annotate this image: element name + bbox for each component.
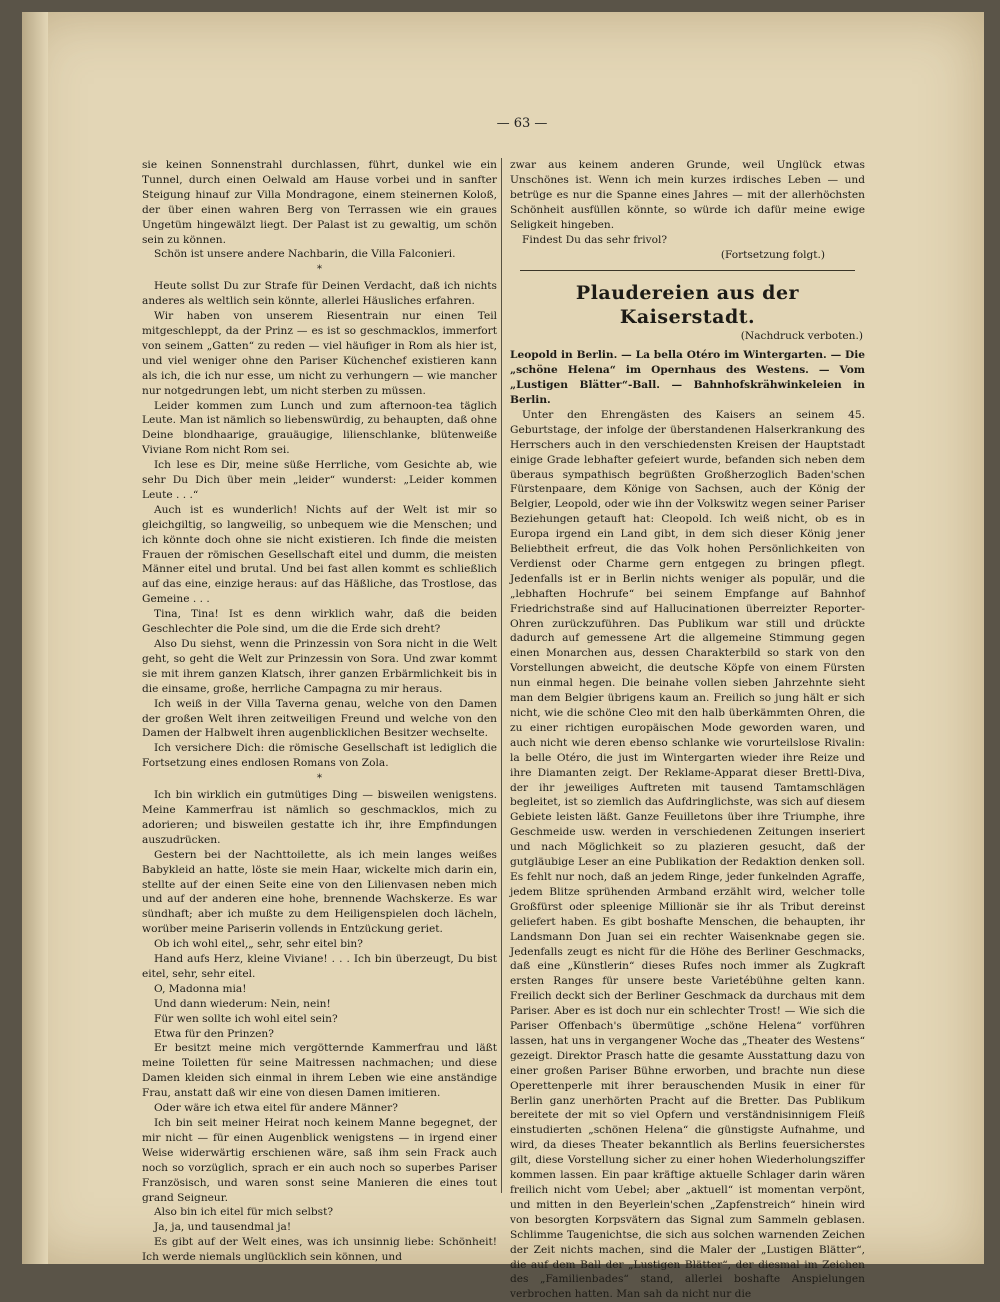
paragraph: Ich lese es Dir, meine süße Herrliche, vom Gesichte ab, wie sehr Du Dich über mein „leider“ wunderst: „Leider kommen Leute . . .“ <box>142 459 497 501</box>
paragraph: Ja, ja, und tausendmal ja! <box>154 1221 292 1234</box>
article-summary: Leopold in Berlin. — La bella Otéro im Wintergarten. — Die „schöne Helena“ im Opernhaus des Westens. — Vom „Lustigen Blätter“-Ball. — Bahnhofskrähwinkeleien in Berlin. <box>510 349 865 406</box>
paragraph: Gestern bei der Nachttoilette, als ich mein langes weißes Babykleid an hatte, löste sie mein Haar, wickelte mich darin ein, stellte auf der einen Seite eine von den Lilienvasen neben mich und auf der anderen eine hohe, brennende Wachskerze. Es war sündhaft; aber ich mußte zu dem Heiligenspielen doch lächeln, worüber meine Pariserin vollends in Entzückung geriet. <box>142 848 497 936</box>
paragraph: Für wen sollte ich wohl eitel sein? <box>154 1012 338 1025</box>
continuation-note: (Fortsetzung folgt.) <box>720 249 825 262</box>
paragraph: Wir haben von unserem Riesentrain nur einen Teil mitgeschleppt, da der Prinz — es ist so geschmacklos, immerfort von seinem „Gatten“ zu reden — viel häufiger in Rom als hier ist, und viel weniger ohne den Pariser Küchenchef existieren kann als ich, die ich nur esse, um nicht zu verhungern — wie mancher nur notgedrungen lebt, um nicht sterben zu müssen. <box>142 310 497 397</box>
paragraph: Ich bin wirklich ein gutmütiges Ding — bisweilen wenigstens. Meine Kammerfrau ist nämlich so geschmacklos, mich zu adorieren; und bisweilen gestatte ich ihr, ihre Empfindungen auszudrücken. <box>142 789 497 846</box>
column-divider <box>501 158 502 1193</box>
paragraph: Ich versichere Dich: die römische Gesellschaft ist lediglich die Fortsetzung eines endlosen Romans von Zola. <box>142 742 497 770</box>
right-column <box>510 158 865 1301</box>
paragraph: Heute sollst Du zur Strafe für Deinen Verdacht, daß ich nichts anderes als weltlich sein könnte, allerlei Häusliches erfahren. <box>142 280 497 308</box>
newspaper-page <box>22 12 984 1301</box>
paragraph: Also bin ich eitel für mich selbst? <box>154 1206 334 1219</box>
paragraph: Leider kommen zum Lunch und zum afternoon-tea täglich Leute. Man ist nämlich so liebenswürdig, zu behaupten, daß ohne Deine blondhaarige, grauäugige, lilienschlanke, blütenweiße Viviane Rom nicht Rom sei. <box>142 399 497 457</box>
paragraph: Schön ist unsere andere Nachbarin, die Villa Falconieri. <box>154 248 456 261</box>
paragraph: Oder wäre ich etwa eitel für andere Männer? <box>154 1102 398 1115</box>
article-headline: Plaudereien aus der Kaiserstadt. <box>575 282 800 329</box>
paragraph: Ich weiß in der Villa Taverna genau, welche von den Damen der großen Welt ihren zeitweiligen Freund und welche von den Damen der Halbwelt ihren augenblicklichen Besitzer wechselte. <box>142 697 497 740</box>
paragraph: Auch ist es wunderlich! Nichts auf der Welt ist mir so gleichgiltig, so langweilig, so unbequem wie die Menschen; und ich könnte doch ohne sie nicht existieren. Ich finde die meisten Frauen der römischen Gesellschaft eitel und dumm, die meisten Männer eitel und brutal. Und bei fast allen kommt es schließlich auf das eine, einzige heraus: auf das Häßliche, das Trostlose, das Gemeine . . . <box>142 503 497 606</box>
paragraph: Findest Du das sehr frivol? <box>522 233 668 246</box>
paragraph: Ob ich wohl eitel,„ sehr, sehr eitel bin? <box>154 938 363 951</box>
paragraph: Etwa für den Prinzen? <box>154 1027 274 1040</box>
page-number: — 63 — <box>496 116 548 131</box>
left-column <box>142 158 497 1264</box>
section-rule <box>520 270 855 271</box>
section-separator: * <box>317 773 322 785</box>
paragraph: Es gibt auf der Welt eines, was ich unsinnig liebe: Schönheit! Ich werde niemals unglücklich sein können, und <box>142 1236 497 1264</box>
paragraph: Hand aufs Herz, kleine Viviane! . . . Ich bin überzeugt, Du bist eitel, sehr, sehr eitel. <box>142 953 497 980</box>
paragraph: O, Madonna mia! <box>154 982 247 995</box>
binding-gutter <box>22 12 48 1264</box>
paragraph: sie keinen Sonnenstrahl durchlassen, führt, dunkel wie ein Tunnel, durch einen Oelwald am Hause vorbei und in sanfter Steigung hinauf zur Villa Mondragone, einem steinernen Koloß, der über einen wahren Berg von Terrassen wie ein graues Ungetüm hingewälzt liegt. Der Palast ist zu gewaltig, um schön sein zu können. <box>142 159 497 246</box>
paragraph: Unter den Ehrengästen des Kaisers an seinem 45. Geburtstage, der infolge der überstandenen Halserkrankung des Herrschers auch in den verschiedensten Kreisen der Hauptstadt einige Grade lebhafter gefeiert wurde, befanden sich neben dem überaus sympathisch begrüßten Großherzoglich Baden'schen Fürstenpaare, dem Könige von Sachsen, auch der König der Belgier, Leopold, oder wie ihn der Volkswitz wegen seiner Pariser Beziehungen getauft hat: Cleopold. Ich weiß nicht, ob es in Europa irgend ein Land gibt, in dem sich dieser König jener Beliebtheit erfreut, die das Volk hohen Persönlichkeiten von Verdienst oder Charme gern entgegen zu bringen pflegt. Jedenfalls ist er in Berlin nichts weniger als populär, und die „lebhaften Hochrufe“ bei seinem Empfange auf Bahnhof Friedrichstraße sind auf Hallucinationen überreizter Reporter-Ohren zurückzuführen. Das Publikum war still und drückte dadurch auf gemessene Art die allgemeine Stimmung gegen einen Monarchen aus, dessen Charakterbild so stark von den Vorstellungen abweicht, die deutsche Köpfe von einem Fürsten nun einmal hegen. Die beinahe vollen sieben Jahrzehnte sieht man dem Belgier übrigens kaum an. Freilich so jung hält er sich nicht, wie die schöne Cleo mit den halb überkämmten Ohren, die zu einer richtigen europäischen Mode geworden waren, und auch nicht wie deren ebenso schlanke wie vorurteilslose Rivalin: la belle Otéro, die just im Wintergarten wieder ihre Reize und ihre Diamanten zeigt. Der Reklame-Apparat dieser Brettl-Diva, der ihr jeweiliges Auftreten mit tausend Tamtamschlägen begleitet, ist so ziemlich das Aufdringlichste, was sich auf diesem Gebiete leisten läßt. Ganze Feuilletons über ihre Triumphe, ihre Geschmeide usw. werden in verschiedenen Zeitungen inseriert und nach Möglichkeit so zu plazieren gesucht, daß der gutgläubige Leser an eine Publikation der Redaktion denken soll. Es fehlt nur noch, daß an jedem Ringe, jeder funkelnden Agraffe, jedem Blitze sprühenden Armband erzählt wird, welcher tolle Großfürst oder spleenige Millionär sie ihr als Tribut dereinst geliefert haben. Es gibt boshafte Menschen, die behaupten, ihr Landsmann Don Juan sei ein rechter Waisenknabe gegen sie. Jedenfalls zeugt es nicht für die Höhe des Berliner Geschmacks, daß eine „Künstlerin“ dieses Rufes noch immer als Zugkraft ersten Ranges für unsere beste Varietébühne gelten kann. Freilich deckt sich der Berliner Geschmack da durchaus mit dem Pariser. Aber es ist doch nur ein schlechter Trost! — Wie sich die Pariser Offenbach's übermütige „schöne Helena“ vorführen lassen, hat uns in vergangener Woche das „Theater des Westens“ gezeigt. Direktor Prasch hatte die gesamte Ausstattung dazu von einer großen Pariser Bühne erworben, und brachte nun diese Operettenperle mit ihrer berauschenden Musik in einer für Berlin ganz unerhörten Pracht auf die Bretter. Das Publikum bereitete der mit so viel Opfern und verständnisinnigem Fleiß einstudierten „schönen Helena“ die günstigste Aufnahme, und wird, da dieses Theater bekanntlich als Berlins feuersicherstes gilt, diese Vorstellung sicher zu einer hohen Wiederholungsziffer kommen lassen. Ein paar kräftige aktuelle Schlager darin wären freilich nicht vom Uebel; aber „aktuell“ ist momentan verpönt, und mitten in den Beyerlein'schen „Zapfenstreich“ hinein wird von besorgten Korpsvätern das Signal zum Sammeln geblasen. Schlimme Taugenichtse, die sich aus solchen warnenden Zeichen der Zeit nichts machen, sind die Maler der „Lustigen Blätter“, die auf dem Ball der „Lustigen Blätter“, der diesmal im Zeichen des „Familienbades“ stand, allerlei boshafte Anspielungen verbrochen hatten. Man sah da nicht nur die <box>510 408 865 1301</box>
reprint-notice: (Nachdruck verboten.) <box>740 330 863 343</box>
paragraph: zwar aus keinem anderen Grunde, weil Unglück etwas Unschönes ist. Wenn ich mein kurzes irdisches Leben — und betrüge es nur die Spanne eines Jahres — mit der allerhöchsten Schönheit ausfüllen könnte, so würde ich dafür meine ewige Seligkeit hingeben. <box>510 159 865 231</box>
section-separator: * <box>317 264 322 276</box>
paragraph: Also Du siehst, wenn die Prinzessin von Sora nicht in die Welt geht, so geht die Welt zur Prinzessin von Sora. Und zwar kommt sie mit ihrem ganzen Klatsch, ihrer ganzen Erbärmlichkeit bis in die einsame, große, herrliche Campagna zu mir heraus. <box>142 638 497 695</box>
paragraph: Und dann wiederum: Nein, nein! <box>154 997 331 1010</box>
paragraph: Tina, Tina! Ist es denn wirklich wahr, daß die beiden Geschlechter die Pole sind, um die die Erde sich dreht? <box>142 608 497 636</box>
paragraph: Er besitzt meine mich vergötternde Kammerfrau und läßt meine Toiletten für seine Maitressen nachmachen; und diese Damen kleiden sich einmal in ihrem Leben wie eine anständige Frau, anstatt daß wir eine von diesen Damen imitieren. <box>142 1042 497 1100</box>
paragraph: Ich bin seit meiner Heirat noch keinem Manne begegnet, der mir nicht — für einen Augenblick wenigstens — in irgend einer Weise widerwärtig erschienen wäre, saß ihm sein Frack auch noch so vorzüglich, sprach er ein auch noch so superbes Pariser Französisch, und waren sonst seine Manieren die eines tout grand Seigneur. <box>142 1117 497 1204</box>
